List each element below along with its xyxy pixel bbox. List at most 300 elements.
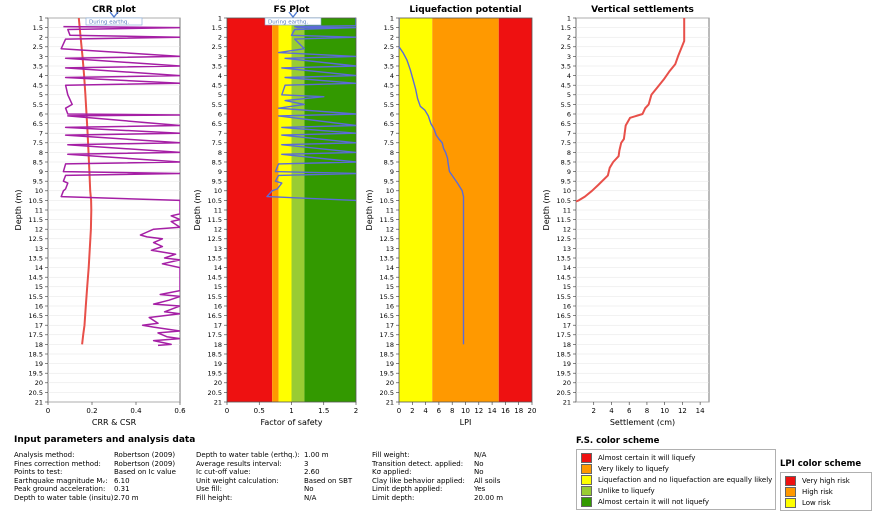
depth-tick-label: 11 (34, 206, 43, 215)
x-axis-label: LPI (459, 418, 472, 427)
lpi-scheme-label: High risk (802, 487, 833, 496)
x-tick-label: 8 (644, 407, 650, 415)
y-axis-label: Depth (m) (14, 189, 23, 231)
param-row (196, 477, 352, 486)
param-value: 3 (304, 459, 309, 468)
depth-tick-label: 8.5 (211, 158, 222, 167)
depth-tick-label: 6 (566, 110, 571, 119)
depth-tick-label: 16.5 (556, 312, 571, 320)
depth-tick-label: 10.5 (556, 196, 571, 205)
depth-tick-label: 12 (562, 225, 571, 234)
param-label: Transition detect. applied: (372, 459, 464, 468)
depth-tick-label: 5.5 (211, 100, 222, 109)
param-label: Ic cut-off value: (196, 468, 251, 477)
depth-tick-label: 1.5 (32, 24, 43, 32)
lpi-scheme-row (785, 497, 867, 508)
params-col-2 (196, 451, 352, 503)
param-row (14, 451, 176, 460)
fs-color-scheme (576, 436, 776, 510)
depth-tick-label: 10 (213, 187, 222, 196)
depth-tick-label: 13.5 (556, 254, 571, 263)
depth-tick-label: 1.5 (560, 24, 571, 32)
x-tick-label: 2 (591, 407, 596, 415)
depth-tick-label: 2 (566, 33, 571, 42)
param-value: N/A (304, 493, 317, 502)
depth-tick-label: 11 (213, 206, 222, 215)
depth-tick-label: 7 (389, 129, 394, 138)
param-row (196, 485, 352, 494)
depth-tick-label: 20.5 (207, 388, 222, 397)
params-col-1 (14, 451, 176, 503)
depth-tick-label: 6 (38, 110, 43, 119)
color-swatch (581, 464, 592, 474)
param-value: 1.00 m (304, 451, 329, 459)
depth-tick-label: 18 (562, 340, 571, 349)
param-row (14, 494, 176, 503)
depth-tick-label: 3.5 (211, 62, 222, 71)
depth-tick-label: 20.5 (556, 388, 571, 397)
depth-tick-label: 13.5 (28, 254, 43, 263)
series-line-settlement (576, 18, 684, 201)
depth-tick-label: 15.5 (207, 292, 222, 301)
depth-tick-label: 8.5 (383, 158, 394, 167)
depth-tick-label: 2.5 (383, 43, 394, 52)
band-yellow (279, 18, 292, 402)
depth-tick-label: 12.5 (556, 235, 571, 244)
depth-tick-label: 8.5 (32, 158, 43, 167)
param-label: Points to test: (14, 468, 63, 477)
depth-tick-label: 2 (38, 33, 43, 42)
depth-tick-label: 16.5 (207, 312, 222, 320)
fs-scheme-box (576, 449, 776, 510)
depth-tick-label: 4.5 (383, 81, 394, 90)
depth-tick-label: 12 (385, 225, 394, 234)
depth-tick-label: 13 (34, 244, 43, 253)
fs-scheme-row (581, 474, 771, 485)
x-tick-label: 18 (514, 407, 524, 415)
param-row (372, 468, 503, 477)
band-lightgreen (292, 18, 305, 402)
depth-tick-label: 12.5 (207, 235, 222, 244)
depth-tick-label: 9 (389, 168, 394, 176)
depth-tick-label: 17 (34, 321, 43, 330)
chart-title: Liquefaction potential (409, 5, 522, 15)
param-label: Limit depth applied: (372, 485, 443, 494)
param-label: Earthquake magnitude Mᵥ: (14, 476, 108, 485)
fs-scheme-row (581, 463, 771, 474)
chart-title: Vertical settlements (591, 5, 694, 15)
param-row (372, 460, 503, 469)
depth-tick-label: 11.5 (556, 216, 571, 224)
fs-scheme-label: Very likely to liquefy (598, 464, 669, 473)
depth-tick-label: 5.5 (383, 100, 394, 109)
x-tick-label: 14 (487, 407, 497, 415)
depth-tick-label: 8 (217, 148, 222, 157)
x-tick-label: 0 (45, 407, 51, 415)
param-row (372, 477, 503, 486)
param-label: Average results interval: (196, 459, 282, 468)
param-label: Fill height: (196, 493, 233, 502)
depth-tick-label: 17 (562, 321, 571, 330)
depth-tick-label: 16.5 (28, 312, 43, 320)
depth-tick-label: 16 (562, 302, 571, 311)
x-tick-label: 4 (423, 407, 428, 415)
depth-tick-label: 7 (566, 129, 571, 138)
lpi-scheme-row (785, 486, 867, 497)
depth-tick-label: 2.5 (560, 43, 571, 52)
lpi-scheme-label: Very high risk (802, 476, 850, 485)
depth-tick-label: 21 (385, 398, 394, 407)
depth-tick-label: 3 (389, 52, 394, 61)
depth-tick-label: 21 (562, 398, 571, 407)
param-row (14, 485, 176, 494)
depth-tick-label: 20 (385, 379, 394, 388)
depth-tick-label: 19 (34, 360, 43, 368)
depth-tick-label: 19 (385, 360, 394, 368)
depth-tick-label: 4.5 (560, 81, 571, 90)
param-row (372, 485, 503, 494)
depth-tick-label: 15.5 (556, 292, 571, 301)
fs-scheme-row (581, 452, 771, 463)
fs-scheme-title: F.S. color scheme (576, 436, 660, 446)
input-parameters-title: Input parameters and analysis data (14, 435, 196, 445)
depth-tick-label: 15 (385, 283, 394, 292)
depth-tick-label: 8.5 (560, 158, 571, 167)
depth-tick-label: 6.5 (383, 120, 394, 128)
depth-tick-label: 19.5 (28, 369, 43, 378)
x-tick-label: 6 (626, 407, 632, 415)
depth-tick-label: 20.5 (28, 388, 43, 397)
depth-tick-label: 12 (34, 225, 43, 234)
x-axis-label: Settlement (cm) (609, 418, 676, 427)
param-row (372, 494, 503, 503)
x-axis-label: Factor of safety (260, 418, 323, 427)
depth-tick-label: 3 (38, 52, 43, 61)
param-label: Peak ground acceleration: (14, 485, 106, 494)
x-tick-label: 20 (527, 407, 537, 415)
depth-tick-label: 13 (385, 244, 394, 253)
depth-tick-label: 9 (217, 168, 222, 176)
depth-tick-label: 2.5 (211, 43, 222, 52)
color-swatch (785, 476, 796, 486)
chart-panel-4 (542, 5, 709, 427)
param-label: Depth to water table (erthq.): (196, 451, 300, 459)
band-orange (272, 18, 278, 402)
depth-tick-label: 4.5 (211, 81, 222, 90)
param-row (14, 468, 176, 477)
depth-tick-label: 17.5 (379, 331, 394, 340)
depth-tick-label: 14.5 (28, 273, 43, 282)
param-row (196, 460, 352, 469)
depth-tick-label: 10.5 (28, 196, 43, 205)
color-swatch (581, 486, 592, 496)
depth-tick-label: 10 (385, 187, 394, 196)
depth-tick-label: 16 (34, 302, 43, 311)
depth-tick-label: 14 (562, 264, 571, 272)
param-label: Analysis method: (14, 451, 75, 459)
param-value: Based on Ic value (114, 468, 176, 477)
param-label: Clay like behavior applied: (372, 476, 465, 485)
x-tick-label: 16 (500, 407, 510, 415)
depth-tick-label: 3 (217, 52, 222, 61)
depth-tick-label: 19.5 (379, 369, 394, 378)
depth-tick-label: 5.5 (32, 100, 43, 109)
depth-tick-label: 21 (34, 398, 43, 407)
x-tick-label: 1 (289, 407, 294, 415)
x-tick-label: 2 (353, 407, 359, 415)
depth-tick-label: 7 (217, 129, 222, 138)
depth-tick-label: 7.5 (32, 139, 43, 148)
depth-tick-label: 9.5 (383, 177, 394, 186)
band-yellow (399, 18, 432, 402)
series-line-csr (61, 27, 180, 346)
param-row (14, 477, 176, 486)
x-tick-label: 0.5 (253, 407, 265, 415)
depth-tick-label: 5 (566, 91, 571, 100)
param-value: No (474, 468, 484, 477)
depth-tick-label: 4 (38, 72, 43, 80)
depth-tick-label: 5 (389, 91, 394, 100)
depth-tick-label: 17.5 (207, 331, 222, 340)
color-swatch (581, 497, 592, 507)
depth-tick-label: 15 (34, 283, 43, 292)
lpi-scheme-box (780, 472, 872, 511)
depth-tick-label: 18.5 (556, 350, 571, 359)
depth-tick-label: 20 (34, 379, 43, 388)
param-row (372, 451, 503, 460)
annotation-label: During earthq. (89, 19, 130, 26)
depth-tick-label: 8 (38, 148, 43, 157)
depth-tick-label: 21 (213, 398, 222, 407)
depth-tick-label: 6 (217, 110, 222, 119)
depth-tick-label: 13.5 (379, 254, 394, 263)
depth-tick-label: 7.5 (383, 139, 394, 148)
depth-tick-label: 16.5 (379, 312, 394, 320)
depth-tick-label: 1 (389, 14, 394, 23)
depth-tick-label: 4.5 (32, 81, 43, 90)
param-label: Fines correction method: (14, 459, 101, 468)
depth-tick-label: 16 (213, 302, 222, 311)
depth-tick-label: 17 (385, 321, 394, 330)
depth-tick-label: 13 (562, 244, 571, 253)
x-tick-label: 0 (224, 407, 230, 415)
x-tick-label: 10 (461, 407, 470, 415)
param-label: Unit weight calculation: (196, 476, 279, 485)
x-tick-label: 14 (695, 407, 705, 415)
depth-tick-label: 14.5 (207, 273, 222, 282)
depth-tick-label: 19.5 (207, 369, 222, 378)
fs-scheme-label: Almost certain it will liquefy (598, 453, 696, 462)
depth-tick-label: 2.5 (32, 43, 43, 52)
depth-tick-label: 6.5 (211, 120, 222, 128)
depth-tick-label: 20 (213, 379, 222, 388)
depth-tick-label: 2 (217, 33, 222, 42)
y-axis-label: Depth (m) (542, 189, 551, 231)
x-tick-label: 0.6 (174, 407, 186, 415)
depth-tick-label: 9 (38, 168, 43, 176)
x-tick-label: 2 (410, 407, 415, 415)
x-tick-label: 0.4 (130, 407, 142, 415)
chart-panel-1 (14, 5, 186, 427)
depth-tick-label: 3.5 (560, 62, 571, 71)
depth-tick-label: 6.5 (560, 120, 571, 128)
depth-tick-label: 3.5 (32, 62, 43, 71)
depth-tick-label: 6.5 (32, 120, 43, 128)
depth-tick-label: 11 (562, 206, 571, 215)
x-tick-label: 4 (609, 407, 614, 415)
depth-tick-label: 9.5 (211, 177, 222, 186)
param-label: Fill weight: (372, 451, 410, 459)
param-value: 0.31 (114, 485, 130, 494)
band-red (499, 18, 532, 402)
param-label: Limit depth: (372, 493, 415, 502)
color-swatch (785, 498, 796, 508)
depth-tick-label: 8 (566, 148, 571, 157)
depth-tick-label: 10.5 (207, 196, 222, 205)
color-swatch (581, 475, 592, 485)
depth-tick-label: 5 (38, 91, 43, 100)
x-tick-label: 10 (660, 407, 670, 415)
depth-tick-label: 14 (34, 264, 43, 272)
depth-tick-label: 12 (213, 225, 222, 234)
chart-title: CRR plot (92, 5, 136, 15)
param-value: Robertson (2009) (114, 451, 176, 459)
depth-tick-label: 9 (566, 168, 571, 176)
depth-tick-label: 12.5 (379, 235, 394, 244)
lpi-scheme-row (785, 475, 867, 486)
depth-tick-label: 20.5 (379, 388, 394, 397)
depth-tick-label: 14 (385, 264, 394, 272)
depth-tick-label: 4 (389, 72, 394, 80)
depth-tick-label: 2 (389, 33, 394, 42)
lpi-scheme-label: Low risk (802, 498, 831, 507)
depth-tick-label: 11.5 (28, 216, 43, 224)
depth-tick-label: 1 (217, 14, 222, 23)
depth-tick-label: 11.5 (207, 216, 222, 224)
params-col-3 (372, 451, 503, 503)
depth-tick-label: 5 (217, 91, 222, 100)
depth-tick-label: 18.5 (379, 350, 394, 359)
depth-tick-label: 18.5 (28, 350, 43, 359)
depth-tick-label: 7 (38, 129, 43, 138)
fs-scheme-label: Unlike to liquefy (598, 486, 655, 495)
depth-tick-label: 15.5 (28, 292, 43, 301)
depth-tick-label: 18 (385, 340, 394, 349)
depth-tick-label: 10 (34, 187, 43, 196)
depth-tick-label: 15 (562, 283, 571, 292)
depth-tick-label: 1 (38, 14, 43, 23)
depth-tick-label: 13.5 (207, 254, 222, 263)
param-row (196, 451, 352, 460)
param-value: No (304, 485, 314, 494)
depth-tick-label: 1.5 (383, 24, 394, 32)
depth-tick-label: 4 (566, 72, 571, 80)
depth-tick-label: 16 (385, 302, 394, 311)
depth-tick-label: 3 (566, 52, 571, 61)
depth-tick-label: 17.5 (28, 331, 43, 340)
depth-tick-label: 13 (213, 244, 222, 253)
depth-tick-label: 8 (389, 148, 394, 157)
depth-tick-label: 1.5 (211, 24, 222, 32)
fs-scheme-row (581, 496, 771, 507)
x-axis-label: CRR & CSR (91, 418, 137, 427)
y-axis-label: Depth (m) (365, 189, 374, 231)
color-swatch (785, 487, 796, 497)
input-parameters (14, 435, 504, 502)
param-row (14, 460, 176, 469)
depth-tick-label: 15 (213, 283, 222, 292)
depth-tick-label: 5.5 (560, 100, 571, 109)
fs-scheme-label: Liquefaction and no liquefaction are equally likely (598, 475, 773, 484)
lpi-scheme-title: LPI color scheme (780, 459, 862, 469)
param-label: Use fill: (196, 485, 222, 494)
band-red (227, 18, 272, 402)
depth-tick-label: 17.5 (556, 331, 571, 340)
lpi-color-scheme (780, 459, 872, 511)
depth-tick-label: 17 (213, 321, 222, 330)
depth-tick-label: 14.5 (379, 273, 394, 282)
param-value: All soils (474, 476, 501, 485)
x-tick-label: 12 (474, 407, 484, 415)
depth-tick-label: 6 (389, 110, 394, 119)
depth-tick-label: 12.5 (28, 235, 43, 244)
band-orange (432, 18, 499, 402)
x-tick-label: 6 (436, 407, 442, 415)
fs-scheme-row (581, 485, 771, 496)
depth-tick-label: 11.5 (379, 216, 394, 224)
param-value: No (474, 459, 484, 468)
depth-tick-label: 18 (213, 340, 222, 349)
param-label: Kσ applied: (372, 468, 412, 477)
x-tick-label: 1.5 (318, 407, 330, 415)
depth-tick-label: 4 (217, 72, 222, 80)
param-value: 2.60 (304, 468, 320, 477)
depth-tick-label: 19.5 (556, 369, 571, 378)
param-value: Yes (474, 485, 486, 494)
chart-panel-3 (365, 5, 536, 427)
fs-scheme-label: Almost certain it will not liquefy (598, 497, 710, 506)
x-tick-label: 8 (449, 407, 455, 415)
param-value: 20.00 m (474, 493, 504, 502)
param-label: Depth to water table (insitu): (14, 493, 116, 502)
x-tick-label: 0.2 (86, 407, 98, 415)
param-value: Based on SBT (304, 476, 353, 485)
depth-tick-label: 18 (34, 340, 43, 349)
depth-tick-label: 7.5 (560, 139, 571, 148)
y-axis-label: Depth (m) (193, 189, 202, 231)
param-value: 6.10 (114, 476, 130, 485)
depth-tick-label: 7.5 (211, 139, 222, 148)
param-value: Robertson (2009) (114, 459, 176, 468)
param-value: N/A (474, 451, 487, 459)
param-row (196, 468, 352, 477)
depth-tick-label: 1 (566, 14, 571, 23)
depth-tick-label: 18.5 (207, 350, 222, 359)
depth-tick-label: 9.5 (560, 177, 571, 186)
depth-tick-label: 15.5 (379, 292, 394, 301)
x-tick-label: 0 (396, 407, 402, 415)
color-swatch (581, 453, 592, 463)
param-value: 2.70 m (114, 493, 139, 502)
depth-tick-label: 10 (562, 187, 571, 196)
annotation-label: During earthq. (268, 19, 309, 26)
depth-tick-label: 10.5 (379, 196, 394, 205)
depth-tick-label: 19 (213, 360, 222, 368)
depth-tick-label: 9.5 (32, 177, 43, 186)
depth-tick-label: 3.5 (383, 62, 394, 71)
depth-tick-label: 14.5 (556, 273, 571, 282)
depth-tick-label: 14 (213, 264, 222, 272)
